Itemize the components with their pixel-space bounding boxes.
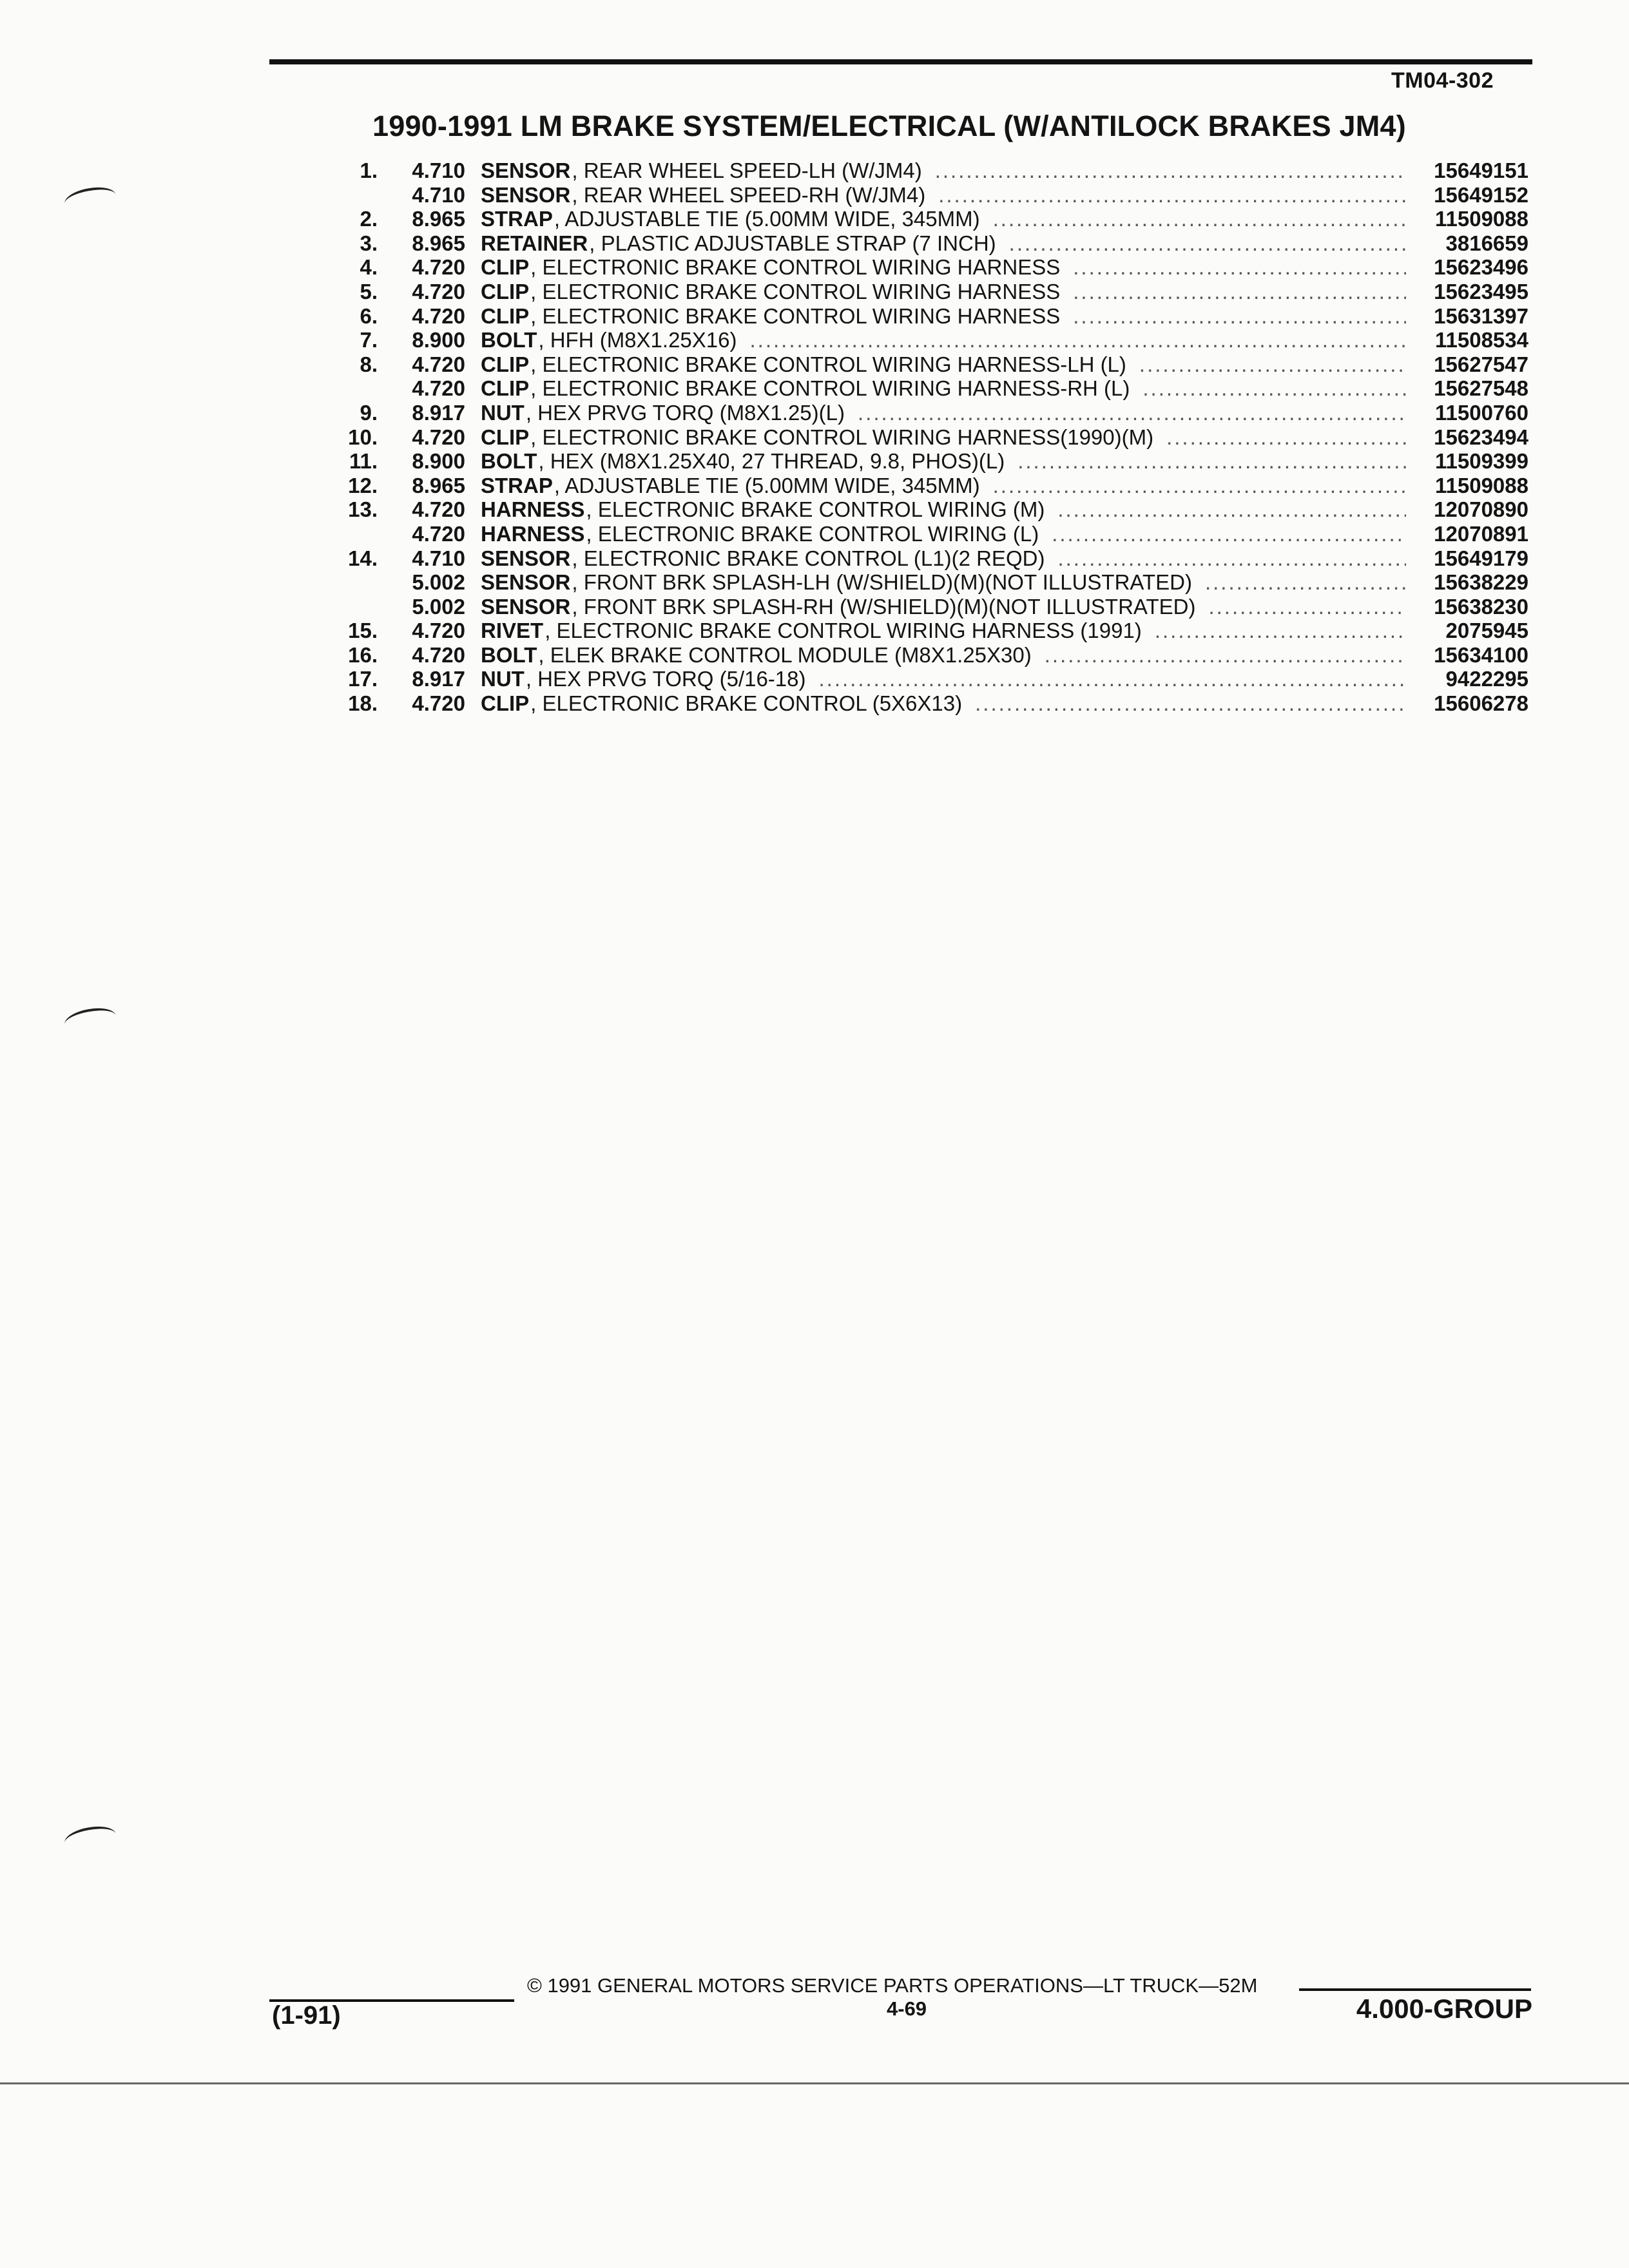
part-name: RETAINER xyxy=(481,231,588,255)
part-description: , ADJUSTABLE TIE (5.00MM WIDE, 345MM) xyxy=(554,207,980,231)
part-number: 15627547 xyxy=(1434,352,1528,376)
part-number: 15627548 xyxy=(1434,376,1528,401)
part-description: , ADJUSTABLE TIE (5.00MM WIDE, 345MM) xyxy=(554,473,980,497)
part-name: STRAP xyxy=(481,207,553,231)
part-description: , HEX PRVG TORQ (M8X1.25)(L) xyxy=(525,400,845,425)
item-index: 4. xyxy=(360,255,378,280)
group-number: 8.965 xyxy=(412,231,465,255)
page-title: 1990-1991 LM BRAKE SYSTEM/ELECTRICAL (W/ANTILOCK BRAKES JM4) xyxy=(372,110,1406,142)
dot-leader xyxy=(1073,280,1406,304)
dot-leader xyxy=(993,207,1406,231)
parts-row xyxy=(335,255,1528,280)
dot-leader xyxy=(1155,619,1406,643)
punch-hole-mark xyxy=(63,1823,118,1853)
part-name: CLIP xyxy=(481,425,530,449)
part-name: BOLT xyxy=(481,449,537,474)
parts-row xyxy=(335,207,1528,231)
group-number: 8.917 xyxy=(412,667,465,691)
part-description: , ELECTRONIC BRAKE CONTROL WIRING HARNESS xyxy=(530,303,1061,328)
part-description: , REAR WHEEL SPEED-RH (W/JM4) xyxy=(572,182,926,207)
item-index: 15. xyxy=(348,619,378,643)
item-index: 9. xyxy=(360,400,378,425)
parts-row xyxy=(335,231,1528,256)
page-number: 4-69 xyxy=(887,1997,927,2020)
dot-leader xyxy=(1017,449,1406,474)
part-number: 15623495 xyxy=(1434,279,1528,303)
part-description: , ELEK BRAKE CONTROL MODULE (M8X1.25X30) xyxy=(538,642,1032,667)
parts-row xyxy=(335,401,1528,425)
group-label: 4.000-GROUP xyxy=(1356,1994,1532,2024)
parts-row xyxy=(335,546,1528,571)
part-number: 12070891 xyxy=(1434,521,1528,546)
group-number: 4.720 xyxy=(412,521,465,546)
part-description: , ELECTRONIC BRAKE CONTROL WIRING HARNESS (1991) xyxy=(545,619,1142,643)
part-name: CLIP xyxy=(481,279,530,303)
part-number: 15634100 xyxy=(1434,642,1528,667)
part-name: SENSOR xyxy=(481,159,571,182)
part-description: , ELECTRONIC BRAKE CONTROL WIRING HARNESS xyxy=(530,279,1061,303)
parts-row xyxy=(335,304,1528,329)
part-description: , ELECTRONIC BRAKE CONTROL WIRING (M) xyxy=(586,497,1045,522)
part-number: 15638230 xyxy=(1434,594,1528,619)
part-name: CLIP xyxy=(481,303,530,328)
group-number: 8.900 xyxy=(412,328,465,352)
part-name: CLIP xyxy=(481,691,530,716)
dot-leader xyxy=(1139,352,1406,377)
part-name: BOLT xyxy=(481,328,537,352)
part-name: SENSOR xyxy=(481,182,571,207)
parts-row xyxy=(335,425,1528,450)
group-number: 8.917 xyxy=(412,400,465,425)
item-index: 7. xyxy=(360,328,378,352)
group-number: 4.720 xyxy=(412,642,465,667)
item-index: 1. xyxy=(360,159,378,182)
parts-row xyxy=(335,522,1528,546)
group-number: 8.900 xyxy=(412,449,465,474)
parts-row xyxy=(335,595,1528,619)
part-number: 15606278 xyxy=(1434,691,1528,716)
part-description: , ELECTRONIC BRAKE CONTROL WIRING HARNESS-LH (L) xyxy=(530,352,1126,376)
item-index: 10. xyxy=(348,425,378,449)
item-index: 5. xyxy=(360,279,378,303)
part-name: NUT xyxy=(481,667,525,691)
part-number: 15623496 xyxy=(1434,255,1528,280)
parts-row xyxy=(335,570,1528,595)
part-number: 15623494 xyxy=(1434,425,1528,449)
part-description: , HEX (M8X1.25X40, 27 THREAD, 9.8, PHOS)(L) xyxy=(538,449,1005,474)
part-description: , REAR WHEEL SPEED-LH (W/JM4) xyxy=(572,159,922,182)
dot-leader xyxy=(1057,546,1406,571)
part-number: 15649151 xyxy=(1434,159,1528,182)
part-number: 15649152 xyxy=(1434,182,1528,207)
group-number: 4.710 xyxy=(412,546,465,570)
group-number: 4.720 xyxy=(412,279,465,303)
item-index: 17. xyxy=(348,667,378,691)
group-number: 8.965 xyxy=(412,207,465,231)
parts-row xyxy=(335,280,1528,304)
part-number: 11500760 xyxy=(1434,400,1528,425)
part-description: , ELECTRONIC BRAKE CONTROL WIRING HARNESS-RH (L) xyxy=(530,376,1130,401)
bottom-edge-rule xyxy=(0,2082,1629,2084)
part-name: SENSOR xyxy=(481,570,571,595)
dot-leader xyxy=(1166,425,1406,450)
dot-leader xyxy=(858,401,1406,425)
part-name: SENSOR xyxy=(481,594,571,619)
punch-hole-mark xyxy=(63,1004,118,1035)
group-number: 4.710 xyxy=(412,182,465,207)
dot-leader xyxy=(938,183,1406,207)
dot-leader xyxy=(1009,231,1406,256)
part-name: RIVET xyxy=(481,619,544,643)
revision-date: (1-91) xyxy=(272,2001,341,2030)
part-description: , FRONT BRK SPLASH-LH (W/SHIELD)(M)(NOT ILLUSTRATED) xyxy=(572,570,1192,595)
part-description: , HEX PRVG TORQ (5/16-18) xyxy=(525,667,806,691)
dot-leader xyxy=(1205,570,1406,595)
copyright-notice: © 1991 GENERAL MOTORS SERVICE PARTS OPERATIONS—LT TRUCK—52M xyxy=(527,1974,1258,1997)
group-number: 4.720 xyxy=(412,352,465,376)
dot-leader xyxy=(993,474,1406,498)
dot-leader xyxy=(1208,595,1406,619)
group-number: 4.720 xyxy=(412,376,465,401)
part-number: 15649179 xyxy=(1434,546,1528,570)
dot-leader xyxy=(935,159,1406,183)
dot-leader xyxy=(1142,376,1406,401)
group-number: 4.720 xyxy=(412,255,465,280)
dot-leader xyxy=(818,667,1406,691)
part-number: 15631397 xyxy=(1434,303,1528,328)
part-description: , ELECTRONIC BRAKE CONTROL (L1)(2 REQD) xyxy=(572,546,1045,570)
part-description: , ELECTRONIC BRAKE CONTROL WIRING (L) xyxy=(586,521,1039,546)
part-name: BOLT xyxy=(481,642,537,667)
part-name: CLIP xyxy=(481,376,530,401)
part-name: HARNESS xyxy=(481,497,585,522)
part-name: SENSOR xyxy=(481,546,571,570)
group-number: 5.002 xyxy=(412,570,465,595)
part-name: NUT xyxy=(481,400,525,425)
item-index: 8. xyxy=(360,352,378,376)
document-code: TM04-302 xyxy=(1391,68,1494,93)
part-number: 11508534 xyxy=(1434,328,1528,352)
part-number: 11509088 xyxy=(1434,473,1528,497)
group-number: 4.720 xyxy=(412,303,465,328)
parts-row xyxy=(335,643,1528,668)
punch-hole-mark xyxy=(63,184,118,214)
group-number: 8.965 xyxy=(412,473,465,497)
part-name: CLIP xyxy=(481,255,530,280)
parts-row xyxy=(335,691,1528,716)
item-index: 11. xyxy=(349,449,378,474)
parts-row xyxy=(335,376,1528,401)
dot-leader xyxy=(1073,255,1406,280)
part-number: 3816659 xyxy=(1445,231,1528,255)
part-description: , FRONT BRK SPLASH-RH (W/SHIELD)(M)(NOT ILLUSTRATED) xyxy=(572,594,1196,619)
part-number: 11509088 xyxy=(1434,207,1528,231)
group-number: 4.720 xyxy=(412,619,465,643)
group-number: 4.720 xyxy=(412,691,465,716)
part-name: HARNESS xyxy=(481,521,585,546)
part-number: 11509399 xyxy=(1434,449,1528,474)
parts-row xyxy=(335,159,1528,183)
item-index: 2. xyxy=(360,207,378,231)
part-number: 9422295 xyxy=(1445,667,1528,691)
part-number: 2075945 xyxy=(1445,619,1528,643)
parts-row xyxy=(335,619,1528,643)
group-number: 4.720 xyxy=(412,497,465,522)
parts-row xyxy=(335,183,1528,207)
part-description: , ELECTRONIC BRAKE CONTROL WIRING HARNESS xyxy=(530,255,1061,280)
parts-list xyxy=(335,159,1528,716)
header-rule xyxy=(269,59,1532,64)
parts-row xyxy=(335,474,1528,498)
item-index: 16. xyxy=(348,642,378,667)
dot-leader xyxy=(749,328,1406,352)
group-number: 4.710 xyxy=(412,159,465,182)
item-index: 3. xyxy=(360,231,378,255)
part-number: 12070890 xyxy=(1434,497,1528,522)
parts-row xyxy=(335,497,1528,522)
item-index: 13. xyxy=(348,497,378,522)
part-description: , ELECTRONIC BRAKE CONTROL WIRING HARNESS(1990)(M) xyxy=(530,425,1154,449)
parts-row xyxy=(335,328,1528,352)
item-index: 6. xyxy=(360,303,378,328)
part-name: STRAP xyxy=(481,473,553,497)
dot-leader xyxy=(1073,304,1406,329)
item-index: 14. xyxy=(348,546,378,570)
parts-row xyxy=(335,449,1528,474)
item-index: 18. xyxy=(348,691,378,716)
part-description: , PLASTIC ADJUSTABLE STRAP (7 INCH) xyxy=(589,231,996,255)
part-description: , HFH (M8X1.25X16) xyxy=(538,328,737,352)
parts-row xyxy=(335,352,1528,377)
dot-leader xyxy=(1057,497,1406,522)
group-number: 5.002 xyxy=(412,594,465,619)
footer-rule-right xyxy=(1299,1988,1531,1991)
dot-leader xyxy=(975,691,1406,716)
dot-leader xyxy=(1052,522,1406,546)
part-number: 15638229 xyxy=(1434,570,1528,595)
dot-leader xyxy=(1045,643,1406,668)
item-index: 12. xyxy=(348,473,378,497)
parts-row xyxy=(335,667,1528,691)
group-number: 4.720 xyxy=(412,425,465,449)
part-name: CLIP xyxy=(481,352,530,376)
part-description: , ELECTRONIC BRAKE CONTROL (5X6X13) xyxy=(530,691,963,716)
